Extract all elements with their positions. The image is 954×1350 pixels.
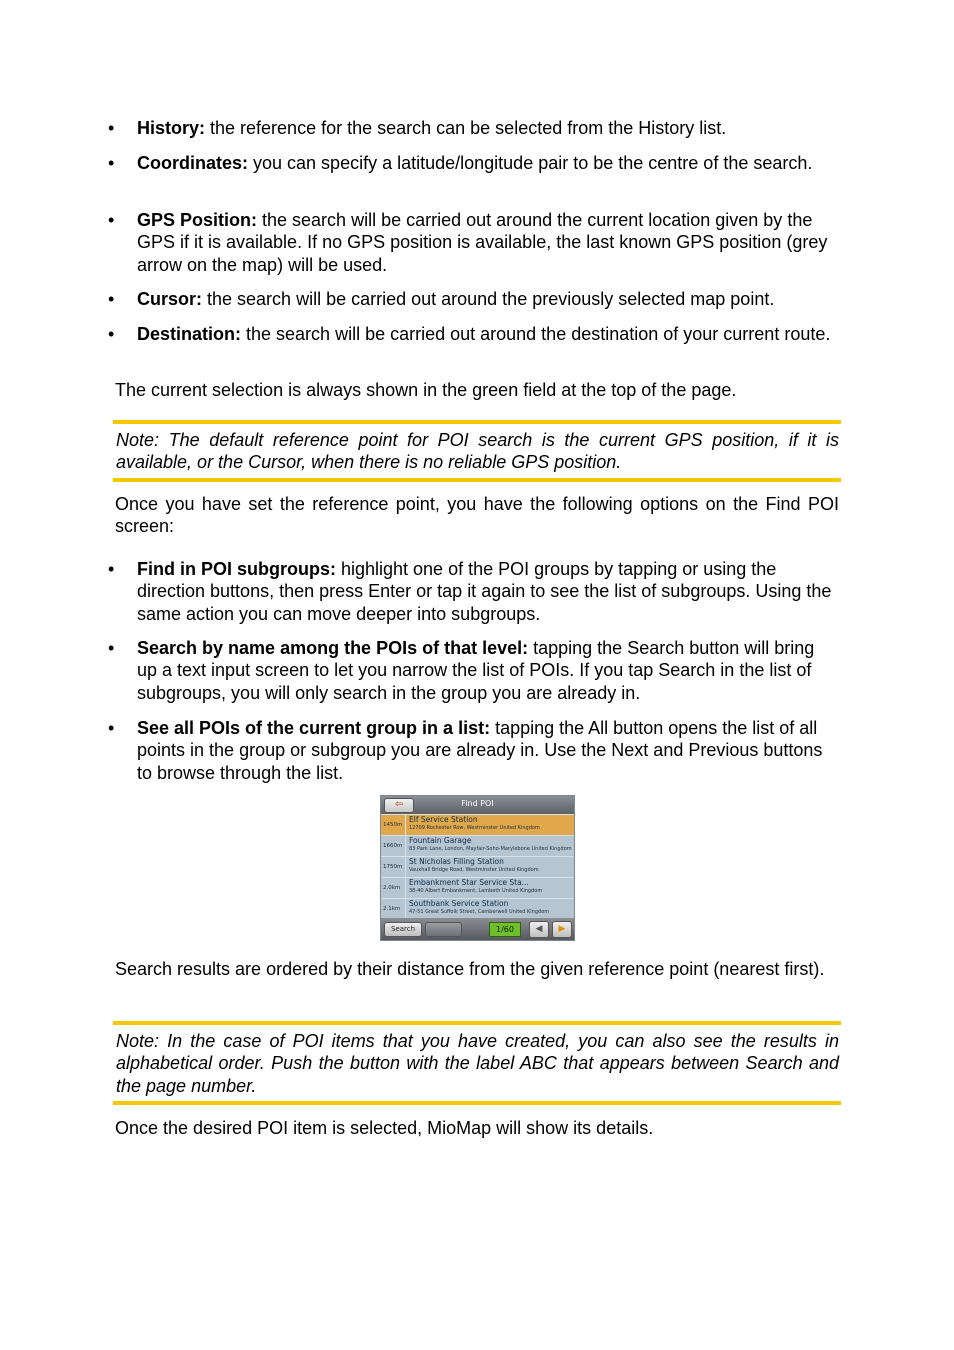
bullet-find-subgroups: Find in POI subgroups: highlight one of the POI groups by tapping or using the direction buttons, then press Enter or tap it again to see the list of subgroups. Using the same action you can move deeper into subgroups. [137, 559, 832, 624]
bullet-history: History: the reference for the search can be selected from the History list. [137, 118, 727, 138]
bullet-dot: • [108, 118, 115, 138]
bullet-dot: • [108, 638, 115, 658]
bullet-dot: • [108, 718, 115, 738]
poi-distance: 1660m [381, 836, 406, 856]
page-number: 1/60 [489, 922, 521, 937]
paragraph-final: Once the desired POI item is selected, MioMap will show its details. [115, 1118, 654, 1138]
screenshot-title: Find POI [461, 799, 494, 808]
screenshot-header [381, 796, 574, 814]
poi-row[interactable] [381, 856, 574, 877]
bullet-see-all: See all POIs of the current group in a list: tapping the All button opens the list of all points in the group or subgroup you are already in. Use the Next and Previous buttons to browse through the list. [137, 718, 823, 783]
bullet-dot: • [108, 559, 115, 579]
poi-row[interactable] [381, 877, 574, 898]
poi-address: 83 Park Lane, London, Mayfair-Soho-Marylebone United Kingdom [409, 846, 572, 852]
poi-name: Elf Service Station [409, 815, 478, 824]
paragraph-results: Search results are ordered by their distance from the given reference point (nearest first). [115, 959, 825, 979]
poi-distance: 2.1km [381, 899, 406, 919]
back-arrow-icon[interactable]: ⇦ [384, 798, 414, 813]
bullet-dot: • [108, 153, 115, 173]
paragraph-selection: The current selection is always shown in the green field at the top of the page. [115, 380, 737, 400]
poi-name: Fountain Garage [409, 836, 472, 845]
note-text: Note: In the case of POI items that you have created, you can also see the results in alphabetical order. Push the button with the label ABC that appears between Search and the page number. [116, 1031, 839, 1096]
bullet-dot: • [108, 210, 115, 230]
poi-address: 12709 Rochester Row, Westminster United Kingdom [409, 825, 540, 831]
bullet-coordinates: Coordinates: you can specify a latitude/longitude pair to be the centre of the search. [137, 153, 813, 173]
note-box-alphabetical [113, 1021, 841, 1105]
poi-name: Embankment Star Service Sta... [409, 878, 529, 887]
bullet-cursor: Cursor: the search will be carried out around the previously selected map point. [137, 289, 775, 309]
next-icon[interactable]: ▶ [552, 921, 572, 938]
paragraph-options: Once you have set the reference point, you have the following options on the Find POI screen: [115, 494, 839, 537]
poi-name: St Nicholas Filling Station [409, 857, 504, 866]
bullet-dot: • [108, 289, 115, 309]
abc-button[interactable] [425, 922, 462, 937]
poi-distance: 2.0km [381, 878, 406, 898]
poi-row[interactable] [381, 814, 574, 835]
bullet-dot: • [108, 324, 115, 344]
poi-address: 47-51 Great Suffolk Street, Camberwell United Kingdom [409, 909, 550, 915]
bullet-destination: Destination: the search will be carried out around the destination of your current route. [137, 324, 831, 344]
poi-address: Vauxhall Bridge Road, Westminster United Kingdom [409, 867, 539, 873]
poi-row[interactable] [381, 835, 574, 856]
bullet-gps-position: GPS Position: the search will be carried out around the current location given by the GPS if it is available. If no GPS position is available, the last known GPS position (grey arrow on the map) will be used. [137, 210, 828, 275]
poi-name: Southbank Service Station [409, 899, 509, 908]
note-text: Note: The default reference point for POI search is the current GPS position, if it is available, or the Cursor, when there is no reliable GPS position. [116, 430, 839, 473]
find-poi-screenshot [380, 795, 575, 941]
poi-distance: 1750m [381, 857, 406, 877]
prev-icon[interactable]: ◀ [529, 921, 549, 938]
bullet-search-by-name: Search by name among the POIs of that level: tapping the Search button will bring up a text input screen to let you narrow the list of POIs. If you tap Search in the list of subgroups, you will only search in the group you are already in. [137, 638, 815, 703]
note-box-default-reference [113, 420, 841, 482]
poi-distance: 1450m [381, 815, 406, 835]
poi-row[interactable] [381, 898, 574, 919]
poi-address: 38-40 Albert Embankment, Lambeth United Kingdom [409, 888, 543, 894]
search-button[interactable]: Search [384, 922, 422, 937]
screenshot-footer [381, 918, 574, 940]
